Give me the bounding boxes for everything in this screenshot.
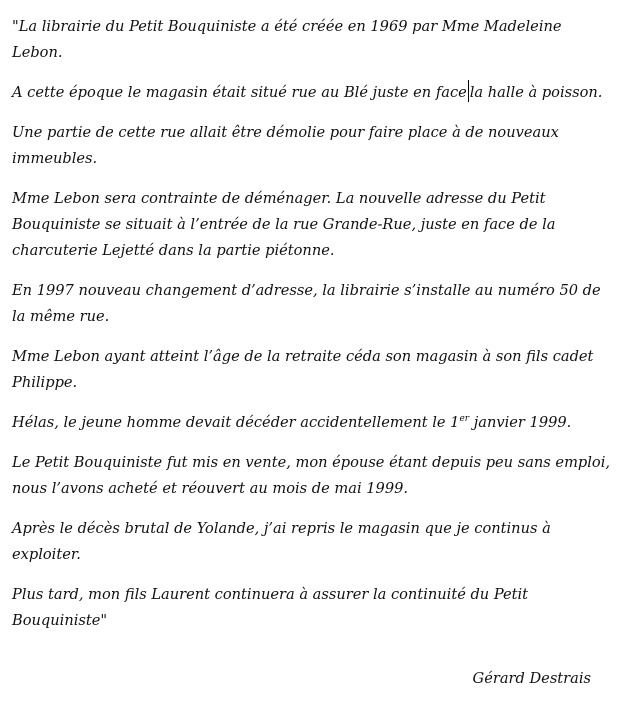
signature: Gérard Destrais (472, 670, 591, 687)
paragraph-1997-move: En 1997 nouveau changement d’adresse, la librairie s’installe au numéro 50 de la même rue. (12, 282, 601, 325)
ordinal-superscript: er (459, 414, 470, 424)
paragraph-location (12, 80, 615, 106)
paragraph-location-text-end: la halle à poisson. (469, 84, 603, 101)
paragraph-founding: "La librairie du Petit Bouquiniste a été créée en 1969 par Mme Madeleine Lebon. (12, 18, 562, 61)
paragraph-retirement: Mme Lebon ayant atteint l’âge de la retraite céda son magasin à son fils cadet Philippe. (12, 348, 594, 391)
paragraph-death-text-end: janvier 1999. (469, 414, 572, 431)
text-cursor (468, 80, 469, 102)
paragraph-demolition: Une partie de cette rue allait être démolie pour faire place à de nouveaux immeubles. (12, 124, 559, 167)
paragraph-future: Plus tard, mon fils Laurent continuera à assurer la continuité du Petit Bouquiniste" (12, 586, 529, 629)
paragraph-location-text-start: A cette époque le magasin était situé rue au Blé juste en face (12, 84, 467, 101)
paragraph-continuation: Après le décès brutal de Yolande, j’ai repris le magasin que je continus à exploiter. (12, 520, 551, 563)
paragraph-death (12, 410, 615, 436)
paragraph-death-text-start: Hélas, le jeune homme devait décéder accidentellement le 1 (12, 414, 460, 431)
paragraph-purchase: Le Petit Bouquiniste fut mis en vente, mon épouse étant depuis peu sans emploi, nous l’avons acheté et réouvert au mois de mai 1999. (12, 454, 611, 497)
paragraph-relocation: Mme Lebon sera contrainte de déménager. La nouvelle adresse du Petit Bouquiniste se situait à l’entrée de la rue Grande-Rue, juste en face de la charcuterie Lejetté dans la partie piétonne. (12, 190, 556, 259)
